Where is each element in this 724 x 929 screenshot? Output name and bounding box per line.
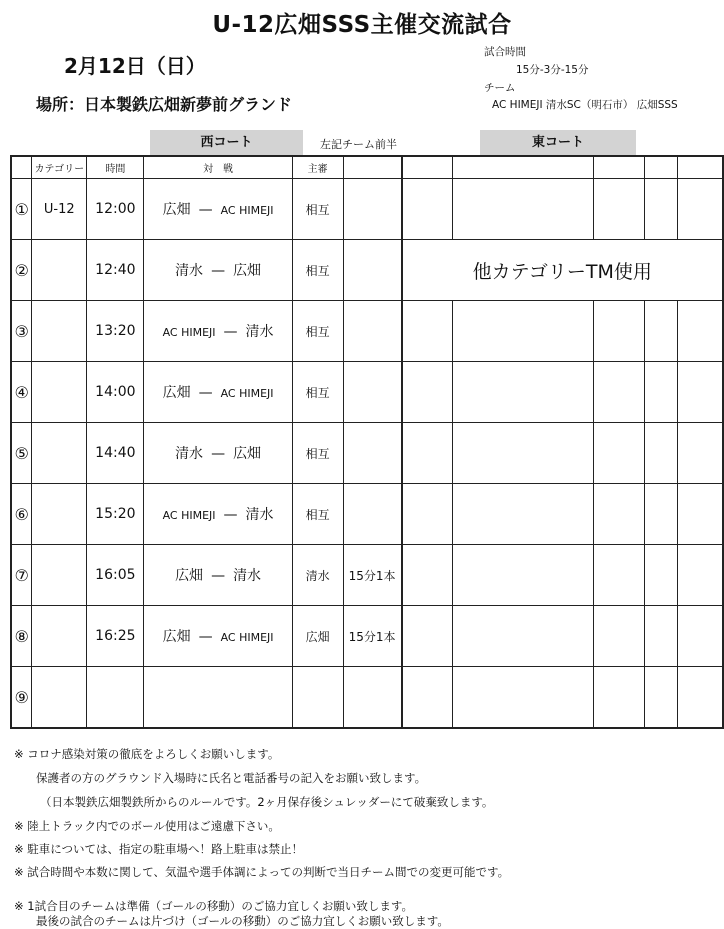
row-referee: 相互 (292, 240, 343, 301)
match-separator: — (198, 629, 213, 645)
match-team-b: AC HIMEJI (220, 631, 274, 644)
row-category (32, 606, 87, 667)
table-row (11, 179, 723, 240)
match-team-a: 広畑 (162, 385, 191, 401)
east-cell (678, 606, 723, 667)
east-cell (402, 606, 453, 667)
east-cell (593, 484, 645, 545)
row-number: ⑨ (11, 667, 32, 729)
row-time: 13:20 (87, 301, 144, 362)
table-row (11, 545, 723, 606)
match-team-a: 清水 (175, 446, 204, 462)
east-cell (402, 484, 453, 545)
footer-note-5: ※ 1試合目のチームは準備（ゴールの移動）のご協力宜しくお願い致します。 (14, 899, 413, 913)
header-match: 対 戦 (144, 156, 292, 179)
row-referee: 相互 (292, 362, 343, 423)
match-team-a: 広畑 (162, 629, 191, 645)
row-note (343, 362, 402, 423)
east-cell (452, 423, 593, 484)
east-cell (452, 545, 593, 606)
match-team-a: AC HIMEJI (162, 509, 216, 522)
row-note (343, 301, 402, 362)
row-number: ② (11, 240, 32, 301)
header-note (343, 156, 402, 179)
east-cell (645, 484, 678, 545)
row-category: U-12 (32, 179, 87, 240)
east-header-cell (402, 156, 453, 179)
row-time: 14:00 (87, 362, 144, 423)
row-match (144, 179, 292, 240)
header-time: 時間 (87, 156, 144, 179)
row-note (343, 484, 402, 545)
table-row (11, 301, 723, 362)
row-referee: 相互 (292, 484, 343, 545)
match-separator: — (198, 202, 213, 218)
row-referee: 広畑 (292, 606, 343, 667)
row-number: ⑦ (11, 545, 32, 606)
match-team-b: 清水 (245, 507, 274, 523)
row-referee: 清水 (292, 545, 343, 606)
row-category (32, 240, 87, 301)
row-time: 14:40 (87, 423, 144, 484)
east-header-cell (452, 156, 593, 179)
row-time: 12:00 (87, 179, 144, 240)
match-separator: — (198, 385, 213, 401)
east-cell (593, 545, 645, 606)
teams-value: AC HIMEJI 清水SC（明石市） 広畑SSS (492, 99, 678, 111)
match-team-a: 広畑 (175, 568, 204, 584)
row-number: ⑥ (11, 484, 32, 545)
east-cell (678, 545, 723, 606)
row-match (144, 545, 292, 606)
schedule-table (10, 155, 724, 729)
header-num (11, 156, 32, 179)
match-separator: — (223, 324, 238, 340)
row-match (144, 301, 292, 362)
row-note: 15分1本 (343, 545, 402, 606)
east-cell (452, 606, 593, 667)
row-note (343, 179, 402, 240)
east-cell (645, 545, 678, 606)
east-header-cell (593, 156, 645, 179)
east-cell (452, 667, 593, 729)
row-number: ④ (11, 362, 32, 423)
east-court-header: 東コート (480, 130, 636, 155)
row-referee: 相互 (292, 179, 343, 240)
east-cell (645, 606, 678, 667)
table-header-row (11, 156, 723, 179)
match-time-label: 試合時間 (484, 46, 526, 58)
match-team-b: 広畑 (233, 263, 262, 279)
east-cell (678, 423, 723, 484)
row-referee (292, 667, 343, 729)
match-team-b: AC HIMEJI (220, 204, 274, 217)
east-cell (452, 362, 593, 423)
west-court-note: 左記チーム前半 (320, 138, 397, 151)
row-time (87, 667, 144, 729)
teams-label: チーム (484, 82, 516, 94)
row-category (32, 423, 87, 484)
east-cell (402, 179, 453, 240)
match-team-a: AC HIMEJI (162, 326, 216, 339)
row-number: ③ (11, 301, 32, 362)
row-category (32, 301, 87, 362)
row-note: 15分1本 (343, 606, 402, 667)
east-cell (645, 179, 678, 240)
east-cell (452, 484, 593, 545)
footer-note-1: ※ コロナ感染対策の徹底をよろしくお願いします。 (14, 747, 280, 761)
row-time: 16:25 (87, 606, 144, 667)
footer-note-2: ※ 陸上トラック内でのボール使用はご遠慮下さい。 (14, 819, 280, 833)
east-cell (593, 423, 645, 484)
east-cell (402, 301, 453, 362)
east-cell (593, 301, 645, 362)
row-time: 15:20 (87, 484, 144, 545)
match-team-b: 広畑 (233, 446, 262, 462)
east-cell (402, 423, 453, 484)
match-team-b: AC HIMEJI (220, 387, 274, 400)
match-time-value: 15分-3分-15分 (516, 64, 589, 76)
document-title: U-12広畑SSS主催交流試合 (212, 12, 512, 38)
east-cell (402, 667, 453, 729)
match-team-b: 清水 (245, 324, 274, 340)
east-cell (402, 362, 453, 423)
footer-note-5b: 最後の試合のチームは片づけ（ゴールの移動）のご協力宜しくお願い致します。 (36, 914, 449, 928)
west-court-header: 西コート (150, 130, 303, 155)
footer-note-3: ※ 駐車については、指定の駐車場へ！路上駐車は禁止！ (14, 842, 304, 856)
row-match (144, 606, 292, 667)
row-category (32, 362, 87, 423)
table-row (11, 606, 723, 667)
row-match (144, 362, 292, 423)
row-referee: 相互 (292, 423, 343, 484)
header-referee: 主審 (292, 156, 343, 179)
table-row (11, 667, 723, 729)
match-team-a: 清水 (175, 263, 204, 279)
east-cell (593, 667, 645, 729)
east-cell (593, 362, 645, 423)
east-cell (678, 667, 723, 729)
east-cell (645, 362, 678, 423)
match-team-b: 清水 (233, 568, 262, 584)
row-match (144, 423, 292, 484)
match-team-a: 広畑 (162, 202, 191, 218)
east-cell (452, 179, 593, 240)
row-category (32, 667, 87, 729)
row-category (32, 484, 87, 545)
header-category: カテゴリー (32, 156, 87, 179)
east-cell (645, 301, 678, 362)
row-note (343, 240, 402, 301)
footer-note-4: ※ 試合時間や本数に関して、気温や選手体調によっての判断で当日チーム間での変更可能です。 (14, 865, 510, 879)
match-separator: — (223, 507, 238, 523)
east-cell (645, 423, 678, 484)
east-cell (678, 179, 723, 240)
table-row (11, 423, 723, 484)
venue: 場所：日本製鉄広畑新夢前グランド (36, 95, 293, 114)
row-match (144, 667, 292, 729)
table-row (11, 240, 723, 301)
east-cell (678, 484, 723, 545)
row-time: 16:05 (87, 545, 144, 606)
row-match (144, 484, 292, 545)
east-cell (402, 545, 453, 606)
east-merged-cell: 他カテゴリーTM使用 (402, 240, 723, 301)
event-date: 2月12日（日） (64, 54, 206, 78)
table-row (11, 484, 723, 545)
row-number: ① (11, 179, 32, 240)
row-note (343, 423, 402, 484)
footer-note-1b: 保護者の方のグラウンド入場時に氏名と電話番号の記入をお願い致します。 (36, 771, 427, 785)
east-cell (645, 667, 678, 729)
footer-note-1c: （日本製鉄広畑製鉄所からのルールです。2ヶ月保存後シュレッダーにて破棄致します。 (40, 795, 494, 809)
row-referee: 相互 (292, 301, 343, 362)
match-separator: — (211, 568, 226, 584)
east-cell (678, 301, 723, 362)
row-match (144, 240, 292, 301)
east-cell (452, 301, 593, 362)
east-cell (678, 362, 723, 423)
row-time: 12:40 (87, 240, 144, 301)
table-row (11, 362, 723, 423)
east-cell (593, 179, 645, 240)
row-category (32, 545, 87, 606)
row-note (343, 667, 402, 729)
row-number: ⑤ (11, 423, 32, 484)
east-cell (593, 606, 645, 667)
match-separator: — (211, 446, 226, 462)
east-header-cell (678, 156, 723, 179)
east-header-cell (645, 156, 678, 179)
row-number: ⑧ (11, 606, 32, 667)
match-separator: — (211, 263, 226, 279)
